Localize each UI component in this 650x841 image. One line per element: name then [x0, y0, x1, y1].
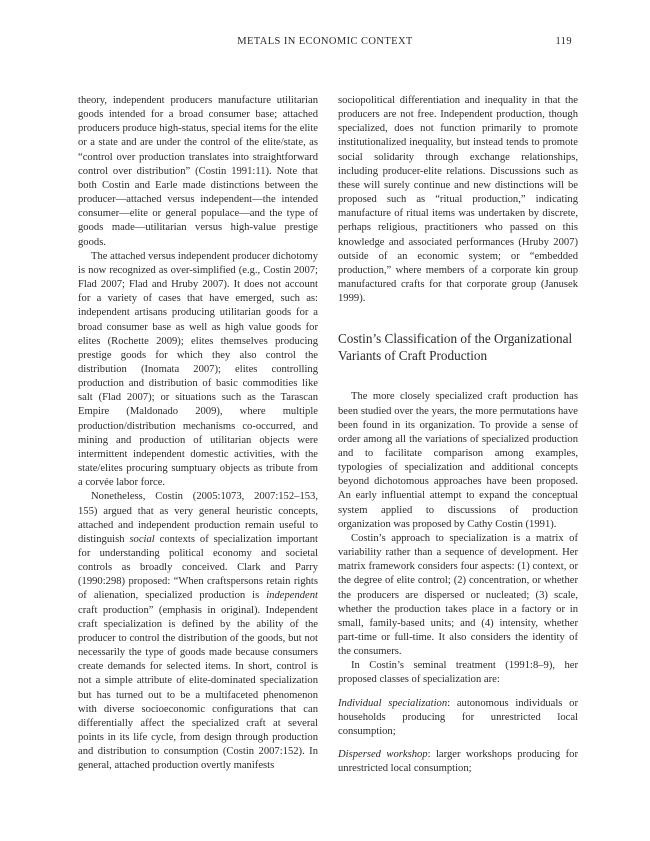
paragraph-text: Costin’s approach to specialization is a matrix of variability rather than a sequence of development. Her matrix framework considers four aspects: (1) context, or the degree of elite control; (2) concentration, or whether the producers are dispersed or nucleated; (3) scale, whether the production takes place in a factory or in small, family-based units; and (4) intensity, whether part-time or full-time. It also considers the identity of the consumers. [338, 532, 578, 658]
paragraph-text: sociopolitical differentiation and inequality in that the producers are not free. Independent production, though specialized, does not function primarily to promote institutionalized inequality, but instead tends to promote social solidarity through exchange relationships, including producer-elite relations. Discussions such as these will surely continue and new distinctions will be proposed such as “ritual production,” indicating manufacture of ritual items was undertaken by discrete, perhaps religious, practitioners who passed on this knowledge and associated performances (Hruby 2007) outside of an economic system; or “embedded production,” where members of a corporate kin group manufactured crafts for that corporate group (Janusek 1999). [338, 95, 578, 305]
classification-item [338, 697, 578, 739]
paragraph [338, 532, 578, 659]
section-heading: Costin’s Classification of the Organizational Variants of Craft Production [338, 331, 573, 364]
emphasis-text: social [129, 533, 155, 545]
paragraph [338, 659, 578, 687]
emphasis-text: independent [266, 590, 318, 602]
classification-term: Individual specialization [338, 697, 448, 709]
paragraph-text: The more closely specialized craft production has been studied over the years, the more permutations have been found in its organization. To provide a sense of order among all the variations of specialized production and to facilitate comparison among examples, typologies of specialization and additional concepts beyond dichotomous approaches have been proposed. An early influential attempt to expand the conceptual system applied to discussions of production organization was proposed by Cathy Costin (1991). [338, 391, 578, 530]
paragraph [78, 250, 318, 491]
paragraph [338, 390, 578, 532]
classification-term: Dispersed workshop [338, 749, 428, 761]
right-column [338, 94, 578, 776]
paragraph-text: The attached versus independent producer dichotomy is now recognized as over-simplified (e.g., Costin 2007; Flad 2007; Flad and Hruby 2007). It does not account for a variety of cases that have emerged, such as: independent artisans producing utilitarian goods for a broad consumer base as well as high value goods for elites (Rochette 2009); elites themselves producing prestige goods for which they also control the distribution (Inomata 2007); elites controlling production and distribution of basic commodities like salt (Flad 2007); or situations such as the Tarascan Empire (Maldonado 2009), where multiple production/distribution mechanisms co-occurred, and mining and production of utilitarian objects were intermittent independent domestic activities, with the state/elites procuring sumptuary objects as tribute from a corvée labor force. [78, 250, 318, 489]
running-head [0, 36, 650, 52]
paragraph-text: contexts of specialization important for understanding political economy and societal controls as broadly conceived. Clark and Parry (1990:298) proposed: “When craftspersons retain rights of alienation, specialized production is [78, 533, 319, 602]
paragraph [78, 490, 318, 773]
classification-definition: : larger workshops producing for unrestricted local consumption; [338, 749, 578, 775]
page-number: 119 [555, 36, 572, 47]
left-column [78, 94, 318, 774]
running-title: METALS IN ECONOMIC CONTEXT [237, 36, 413, 47]
paragraph-text: craft production” (emphasis in original). Independent craft specialization is defined by the ability of the producer to control the distribution of the goods, but not necessarily the type of goods made because consumers create demands for selected items. In short, control is not a simple attribute of elite-dominated specialization but has turned out to be a multifaceted phenomenon with diverse socioeconomic configurations that can differentially affect the specialized craft at several points in its life cycle, from design through production and distribution to consumption (Costin 2007:152). In general, attached production overtly manifests [78, 604, 318, 772]
classification-item [338, 748, 578, 776]
paragraph-text: Nonetheless, Costin (2005:1073, 2007:152–153, 155) argued that as very general heuristic concepts, attached and independent production remain useful to distinguish [78, 491, 318, 545]
paragraph [78, 94, 318, 250]
paragraph-text: theory, independent producers manufacture utilitarian goods intended for a broad consumer base; attached producers produce high-status, special items for the elite or a state and are under the control of the elite/state, as “control over production translates into straightforward control over distribution” (Costin 1991:11). Note that both Costin and Earle made distinctions between the producer—attached versus independent—the intended consumer—elite or general populace—and the type of goods made—utilitarian versus high-value prestige goods. [78, 95, 318, 248]
paragraph-text: In Costin’s seminal treatment (1991:8–9), her proposed classes of specialization are: [338, 660, 578, 686]
paragraph [338, 94, 578, 306]
classification-definition: : autonomous individuals or households producing for unrestricted local consumption; [338, 697, 578, 737]
